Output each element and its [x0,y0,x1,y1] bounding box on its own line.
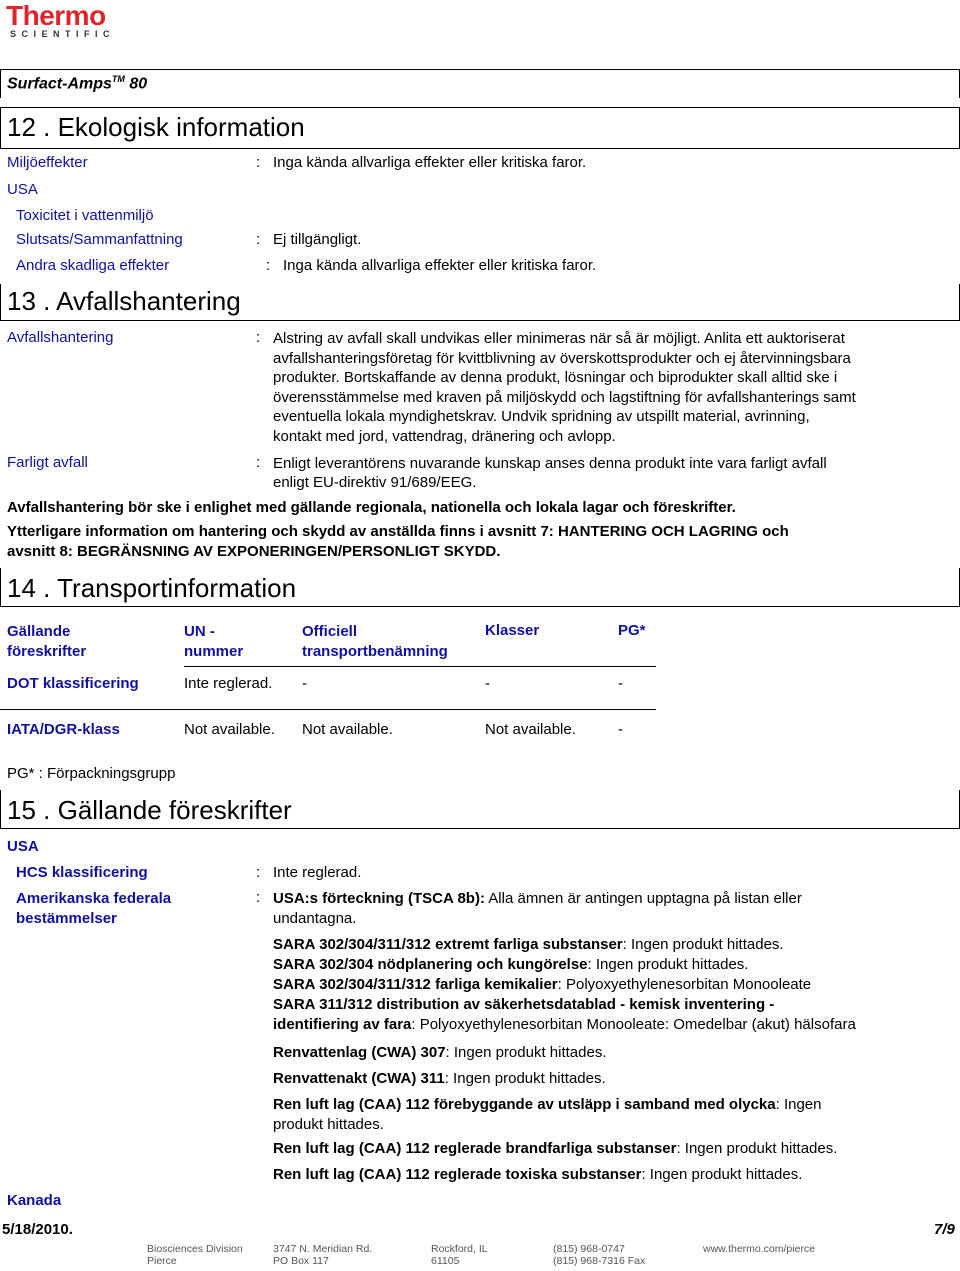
caa3-label: Ren luft lag (CAA) 112 reglerade toxiska substanser [273,1166,642,1183]
sara3-label: SARA 302/304/311/312 farliga kemikalier [273,976,558,993]
tsca-value-cont: undantagna. [273,910,357,927]
section-14-title: 14 . Transportinformation [7,573,297,603]
tsca-label: USA:s förteckning (TSCA 8b): [273,890,485,907]
cwa311-label: Renvattenakt (CWA) 311 [273,1070,445,1087]
disposal-line: eventuella lokala myndighetskrav. Undvik spridning av utspillt material, avrinning, [273,408,810,425]
caa2-value: : Ingen produkt hittades. [676,1140,838,1157]
tsca-text [273,889,802,929]
header-line: nummer [184,643,244,660]
caa2-line [273,1140,837,1157]
disposal-line: avfallshanteringsföretag för kvittblivning av överskottsprodukter och ej återvinningsbara [273,349,851,367]
sara1-value: : Ingen produkt hittades. [622,936,784,953]
colon: : [256,329,261,346]
footer-text: (815) 968-7316 Fax [553,1255,646,1267]
hazardous-waste-text [273,454,827,492]
cwa307-label: Renvattenlag (CWA) 307 [273,1044,446,1061]
hazardous-waste-label: Farligt avfall [7,454,88,471]
section-15-title: 15 . Gällande föreskrifter [7,795,292,825]
dot-un: Inte reglerad. [184,675,273,692]
cwa311-value: : Ingen produkt hittades. [444,1070,606,1087]
header-line: föreskrifter [7,643,87,660]
canada-label: Kanada [7,1192,62,1209]
caa3-value: : Ingen produkt hittades. [641,1166,803,1183]
trademark: TM [111,74,125,84]
iata-class: Not available. [485,721,576,738]
usa-label: USA [7,838,39,855]
sara-block [273,935,856,1035]
other-effects-label: Andra skadliga effekter [16,257,170,274]
sara3-value: : Polyoxyethylenesorbitan Monooleate [557,976,812,993]
iata-name: Not available. [302,721,393,738]
footer-col-1 [147,1243,243,1267]
disposal-line: produkter. Bortskaffande av denna produkt, lösningar och biprodukter skall alltid ske i [273,369,838,386]
footer-col-3 [431,1243,488,1267]
disposal-line: Alstring av avfall skall undvikas eller minimeras när så är möjligt. Anlita ett auktoriserat [273,330,845,347]
pg-footnote: PG* : Förpackningsgrupp [7,765,176,782]
footer-page: 7/9 [934,1221,955,1238]
dot-class: - [485,675,490,692]
dot-pg: - [618,675,623,692]
thermo-logo: Thermo [6,0,106,31]
disposal-note: Avfallshantering bör ske i enlighet med gällande regionala, nationella och lokala lagar och föreskrifter. [7,499,736,516]
other-effects-value: Inga kända allvarliga effekter eller kritiska faror. [283,257,597,274]
env-effects-value: Inga kända allvarliga effekter eller kritiska faror. [273,154,587,171]
aquatic-toxicity-label: Toxicitet i vattenmiljö [16,207,154,224]
footer-text: (815) 968-0747 [553,1243,625,1255]
section-12-title: 12 . Ekologisk information [7,112,305,142]
hcs-label: HCS klassificering [16,864,148,881]
thermo-logo-sub: SCIENTIFIC [10,29,116,39]
footer-date: 5/18/2010. [2,1221,73,1238]
disposal-label: Avfallshantering [7,329,114,346]
footer-link[interactable]: www.thermo.com/pierce [703,1243,816,1255]
sara4-value: : Polyoxyethylenesorbitan Monooleate: Omedelbar (akut) hälsofara [411,1016,856,1033]
footer-text: 61105 [431,1255,460,1267]
col-header-shipping-name [302,622,448,662]
conclusion-label: Slutsats/Sammanfattning [16,231,183,248]
colon: : [256,454,261,471]
table-rule [184,666,656,667]
dot-name: - [302,675,307,692]
usa-label: USA [7,181,38,198]
sara4-label: SARA 311/312 distribution av säkerhetsdatablad - kemisk inventering - [273,996,775,1013]
section-13-title: 13 . Avfallshantering [7,286,241,316]
caa1-value-cont: produkt hittades. [273,1115,384,1133]
col-header-regulations [7,622,86,662]
federal-label-line: bestämmelser [16,910,117,927]
further-info-line-2: avsnitt 8: BEGRÄNSNING AV EXPONERINGEN/PERSONLIGT SKYDD. [7,543,501,560]
conclusion-value: Ej tillgängligt. [273,231,362,248]
footer-text: Pierce [147,1255,177,1267]
sara1-label: SARA 302/304/311/312 extremt farliga substanser [273,936,623,953]
col-header-pg: PG* [618,622,646,639]
hcs-value: Inte reglerad. [273,864,362,881]
footer-col-5 [703,1243,815,1255]
header-line: UN - [184,623,215,640]
federal-label-line: Amerikanska federala [16,890,172,907]
colon: : [256,154,261,171]
footer-text: Biosciences Division [147,1243,243,1255]
colon: : [256,889,261,906]
disposal-line: kontakt med jord, vattendrag, dränering och avlopp. [273,427,616,445]
cwa307-line [273,1044,607,1061]
divider [0,606,960,607]
divider [0,320,960,321]
col-header-classes: Klasser [485,622,540,639]
caa1-label: Ren luft lag (CAA) 112 förebyggande av utsläpp i samband med olycka [273,1096,776,1113]
product-name [7,74,147,93]
env-effects-label: Miljöeffekter [7,154,88,171]
header-line: Officiell [302,623,358,640]
colon: : [256,864,261,881]
sara2-value: : Ingen produkt hittades. [587,956,749,973]
iata-pg: - [618,721,623,738]
footer-col-2 [273,1243,372,1267]
product-title: Surfact-Amps [7,75,112,93]
disposal-line: överensstämmelse med kraven på miljöskydd och lagstiftning för avfallshanterings samt [273,388,856,406]
disposal-text [273,329,856,446]
caa2-label: Ren luft lag (CAA) 112 reglerade brandfarliga substanser [273,1140,677,1157]
iata-label: IATA/DGR-klass [7,721,120,738]
footer-text: PO Box 117 [273,1255,329,1267]
header-line: transportbenämning [302,643,448,660]
colon: : [266,257,271,274]
footer-text: Rockford, IL [431,1243,488,1255]
footer-col-4 [553,1243,645,1267]
caa1-block [273,1095,822,1134]
cwa311-line [273,1070,606,1087]
footer-text: 3747 N. Meridian Rd. [273,1243,373,1255]
tsca-value: Alla ämnen är antingen upptagna på listan eller [484,890,802,907]
col-header-un-number [184,622,243,662]
caa3-line [273,1166,802,1183]
federal-label [16,889,171,929]
hazwaste-line: Enligt leverantörens nuvarande kunskap anses denna produkt inte vara farligt avfall [273,455,827,472]
colon: : [256,231,261,248]
sara4-label-cont: identifiering av fara [273,1016,412,1033]
header-line: Gällande [7,623,71,640]
further-info-line-1: Ytterligare information om hantering och skydd av anställda finns i avsnitt 7: HANTERING OCH LAGRING och [7,523,789,540]
caa1-value: : Ingen [775,1096,822,1113]
dot-label: DOT klassificering [7,675,139,692]
hazwaste-line: enligt EU-direktiv 91/689/EEG. [273,474,477,491]
product-number: 80 [129,75,148,93]
sara2-label: SARA 302/304 nödplanering och kungörelse [273,956,588,973]
divider [0,828,960,829]
cwa307-value: : Ingen produkt hittades. [445,1044,607,1061]
iata-un: Not available. [184,721,275,738]
table-rule [0,709,656,710]
